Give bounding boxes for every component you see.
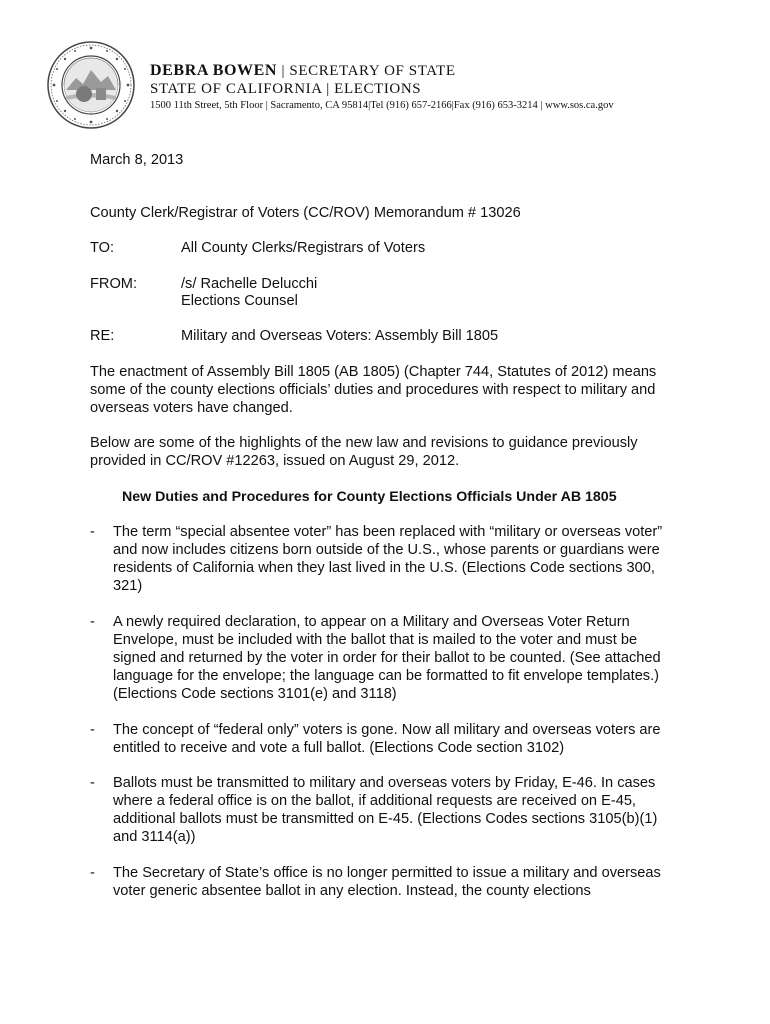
memo-date: March 8, 2013 [90, 152, 184, 168]
list-item: A newly required declaration, to appear on a Military and Overseas Voter Return Envelope, must be included with the ballot that is mailed to the voter and must be signed and returned by the voter in order for their ballot to be counted. (See attached language for the envelope; the language can be formatted to fit envelope templates.) (Elections Code sections 3101(e) and 3118) [113, 614, 661, 702]
bullet-marker: - [90, 614, 95, 630]
list-item: The concept of “federal only” voters is gone. Now all military and overseas voters are entitled to receive and vote a full ballot. (Elections Code section 3102) [113, 722, 661, 756]
letterhead-address: 1500 11th Street, 5th Floor | Sacramento, CA 95814|Tel (916) 657-2166|Fax (916) 653-3214 | www.sos.ca.gov [150, 100, 614, 111]
bullet-marker: - [90, 524, 95, 540]
re-label: RE: [90, 328, 115, 344]
to-label: TO: [90, 240, 115, 256]
intro-paragraph: The enactment of Assembly Bill 1805 (AB 1805) (Chapter 744, Statutes of 2012) means some of the county elections officials’ duties and procedures with respect to military and overseas voters have changed. [90, 364, 657, 416]
re-value: Military and Overseas Voters: Assembly Bill 1805 [181, 328, 499, 344]
list-item: The term “special absentee voter” has been replaced with “military or overseas voter” and now includes citizens born outside of the U.S., whose parents or guardians were residents of California when they last lived in the U.S. (Elections Code sections 300, 321) [113, 524, 663, 594]
bullet-marker: - [90, 775, 95, 791]
list-item: The Secretary of State’s office is no longer permitted to issue a military and overseas voter generic absentee ballot in any election. Instead, the county elections [113, 865, 661, 899]
bullet-marker: - [90, 865, 95, 881]
section-heading: New Duties and Procedures for County Elections Officials Under AB 1805 [122, 489, 617, 505]
highlights-paragraph: Below are some of the highlights of the new law and revisions to guidance previously provided in CC/ROV #12263, issued on August 29, 2012. [90, 435, 638, 469]
list-item: Ballots must be transmitted to military and overseas voters by Friday, E-46. In cases where a federal office is on the ballot, if additional requests are received on E-45, additional ballots must be transmitted on E-45. (Elections Codes sections 3105(b)(1) and 3114(a)) [113, 775, 658, 845]
letterhead-name-line [150, 62, 456, 80]
letterhead-divider: | [281, 63, 290, 79]
letterhead-state: STATE OF CALIFORNIA | ELECTIONS [150, 81, 422, 97]
memo-subject: County Clerk/Registrar of Voters (CC/ROV) Memorandum # 13026 [90, 205, 521, 221]
from-name: /s/ Rachelle Delucchi [181, 276, 318, 292]
from-title: Elections Counsel [181, 293, 298, 309]
from-label: FROM: [90, 276, 138, 292]
letterhead-title: SECRETARY OF STATE [289, 63, 456, 79]
letterhead-name: DEBRA BOWEN [150, 62, 278, 79]
bullet-marker: - [90, 722, 95, 738]
state-seal-icon [46, 40, 136, 130]
to-value: All County Clerks/Registrars of Voters [181, 240, 426, 256]
